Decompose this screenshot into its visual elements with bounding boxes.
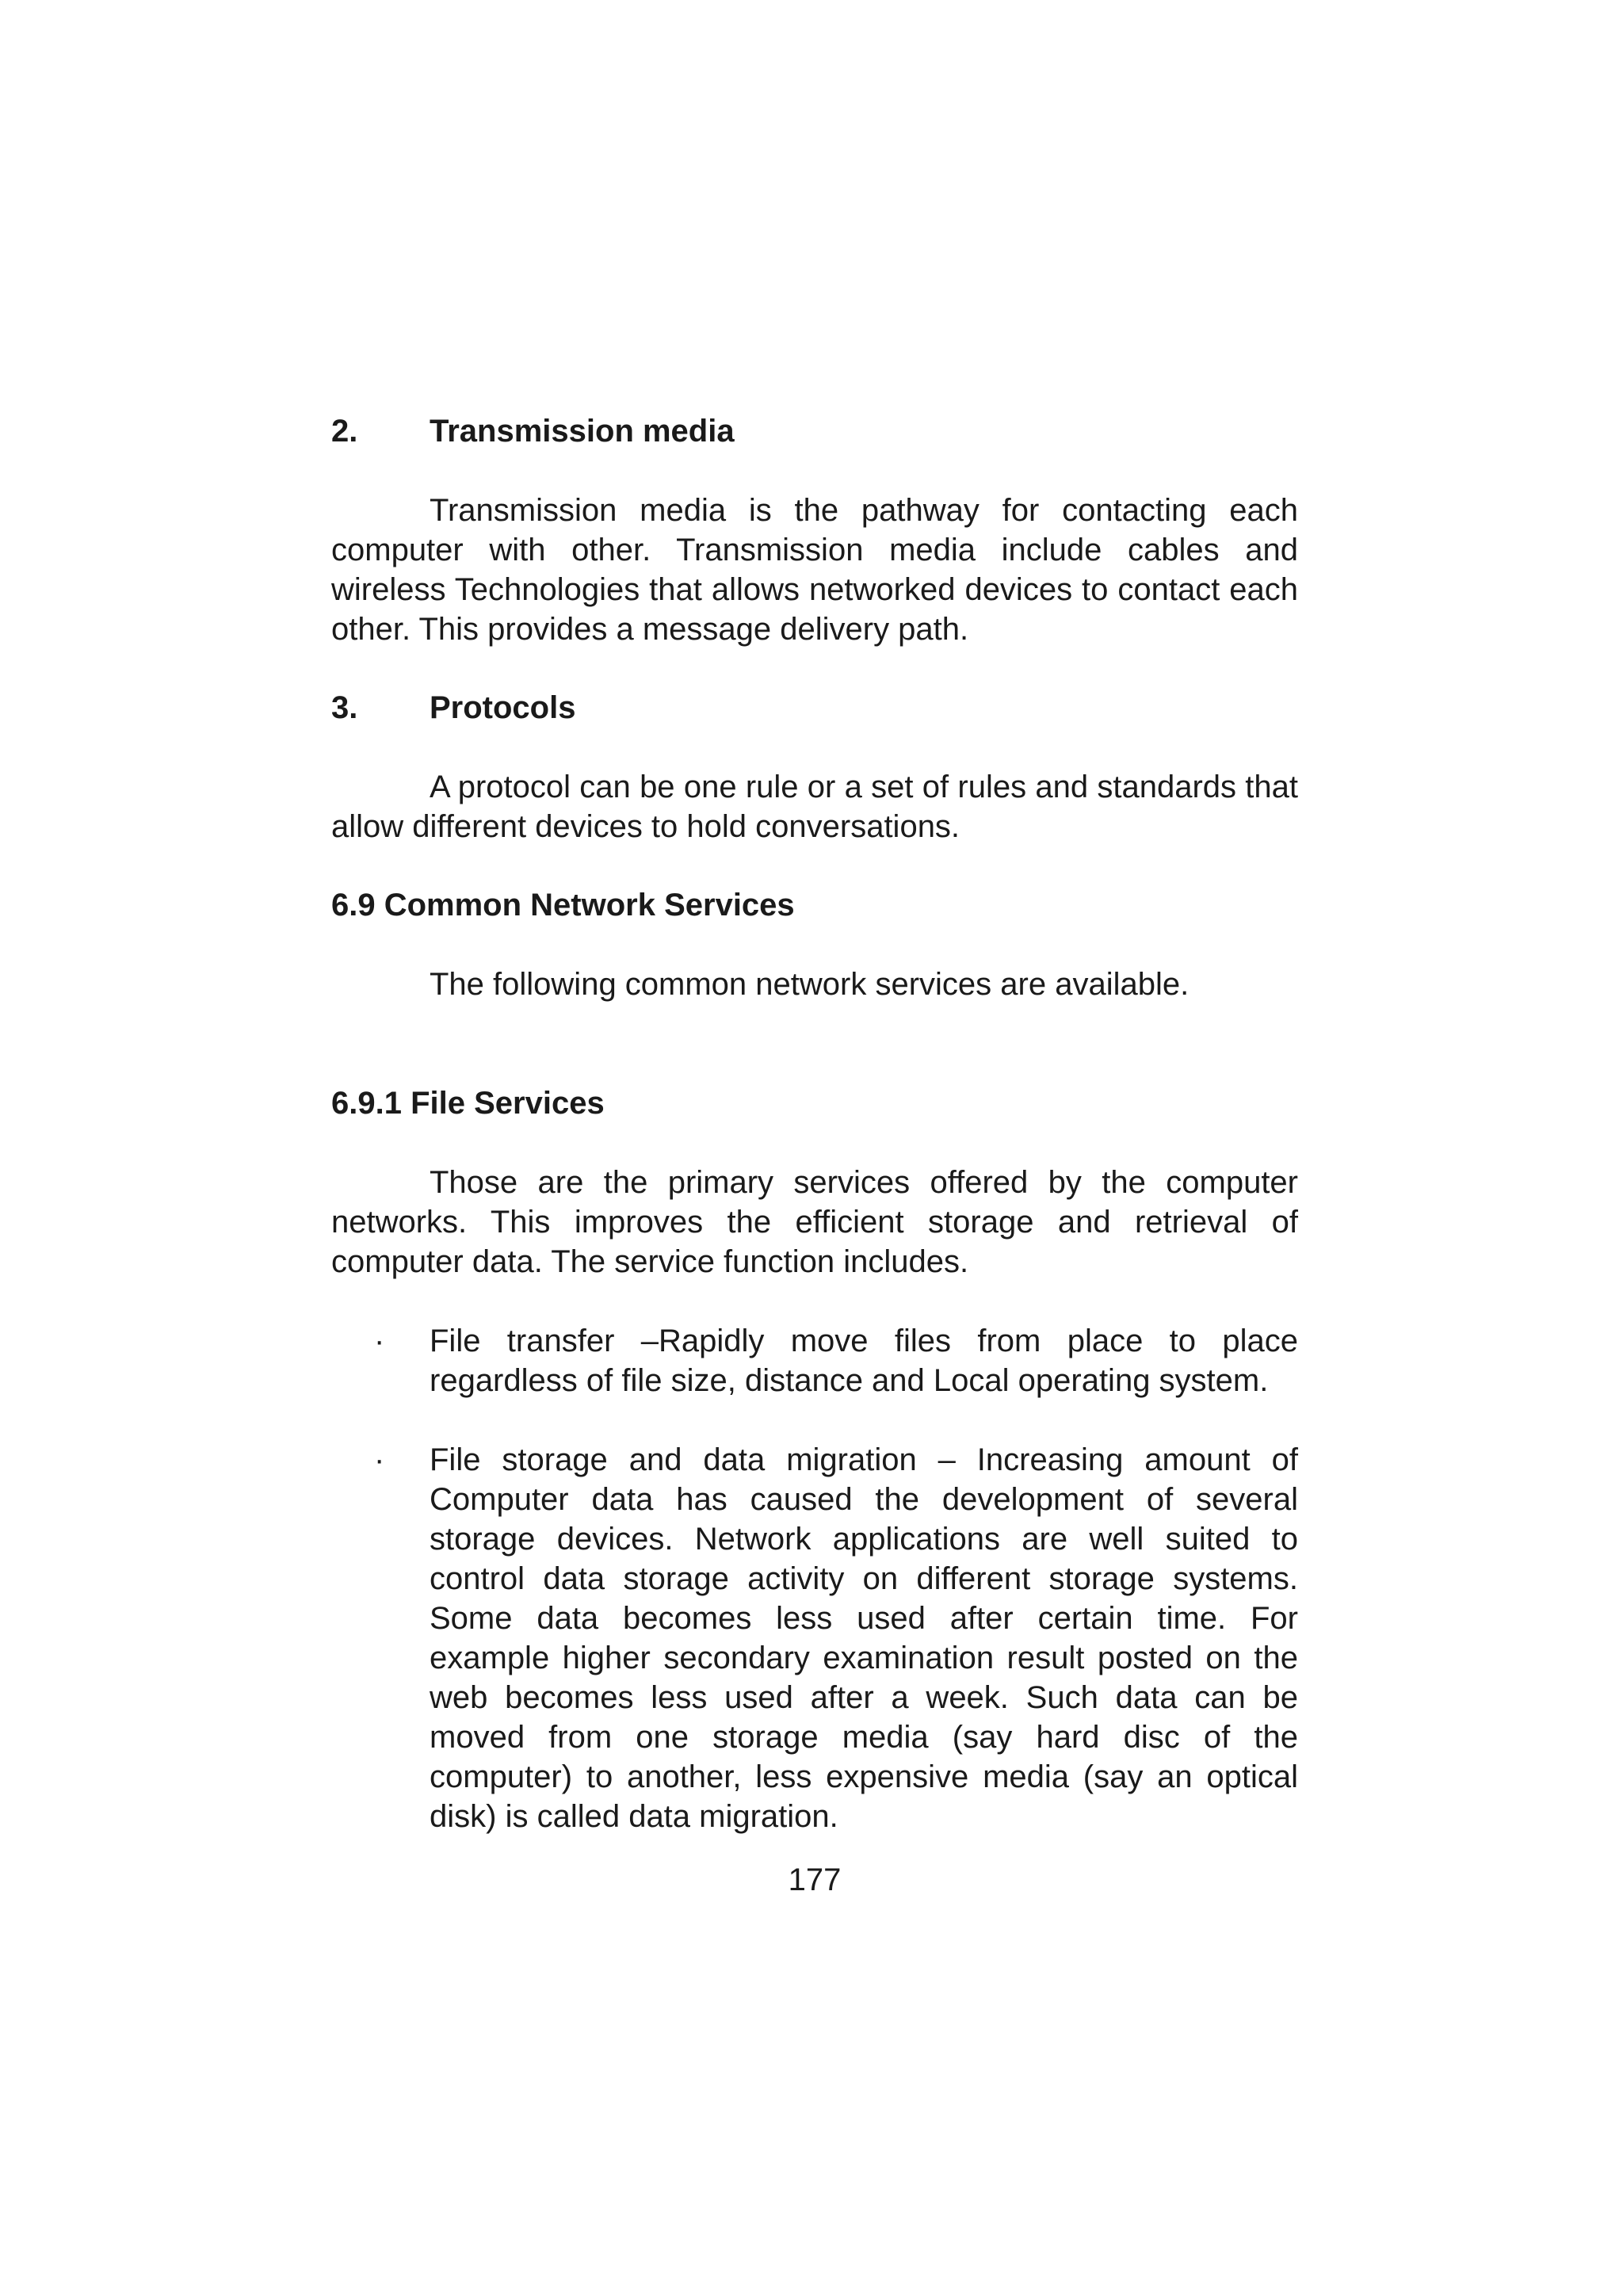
paragraph-common-network-services: The following common network services are available. <box>430 967 1190 1002</box>
paragraph-transmission-media: Transmission media is the pathway for contacting each computer with other. Transmission media include cables and wireless Technologies that allows networked devices to contact each other. This provides a message delivery path. <box>331 493 1298 647</box>
heading-number: 2. <box>331 414 358 449</box>
bullet-marker: · <box>374 1442 385 1477</box>
heading-protocols <box>331 688 1298 728</box>
bullet-marker: · <box>374 1324 385 1358</box>
list-item <box>331 1440 1298 1836</box>
heading-transmission-media <box>331 411 1298 451</box>
document-page <box>331 0 1298 2296</box>
page-number: 177 <box>788 1862 842 1897</box>
heading-file-services: 6.9.1 File Services <box>331 1086 605 1121</box>
heading-title: Transmission media <box>430 414 735 449</box>
heading-number: 3. <box>331 690 358 725</box>
bullet-text: File storage and data migration – Increasing amount of Computer data has caused the development of several storage devices. Network applications are well suited to control data storage activity on different storage systems. Some data becomes less used after certain time. For example higher secondary examination result posted on the web becomes less used after a week. Such data can be moved from one storage media (say hard disc of the computer) to another, less expensive media (say an optical disk) is called data migration. <box>430 1442 1298 1834</box>
paragraph-file-services: Those are the primary services offered by the computer networks. This improves the efficient storage and retrieval of computer data. The service function includes. <box>331 1165 1298 1279</box>
bullet-text: File transfer –Rapidly move files from place to place regardless of file size, distance and Local operating system. <box>430 1324 1298 1398</box>
paragraph-protocols: A protocol can be one rule or a set of rules and standards that allow different devices to hold conversations. <box>331 770 1298 844</box>
list-item <box>331 1321 1298 1400</box>
heading-title: Protocols <box>430 690 576 725</box>
heading-common-network-services: 6.9 Common Network Services <box>331 888 795 923</box>
